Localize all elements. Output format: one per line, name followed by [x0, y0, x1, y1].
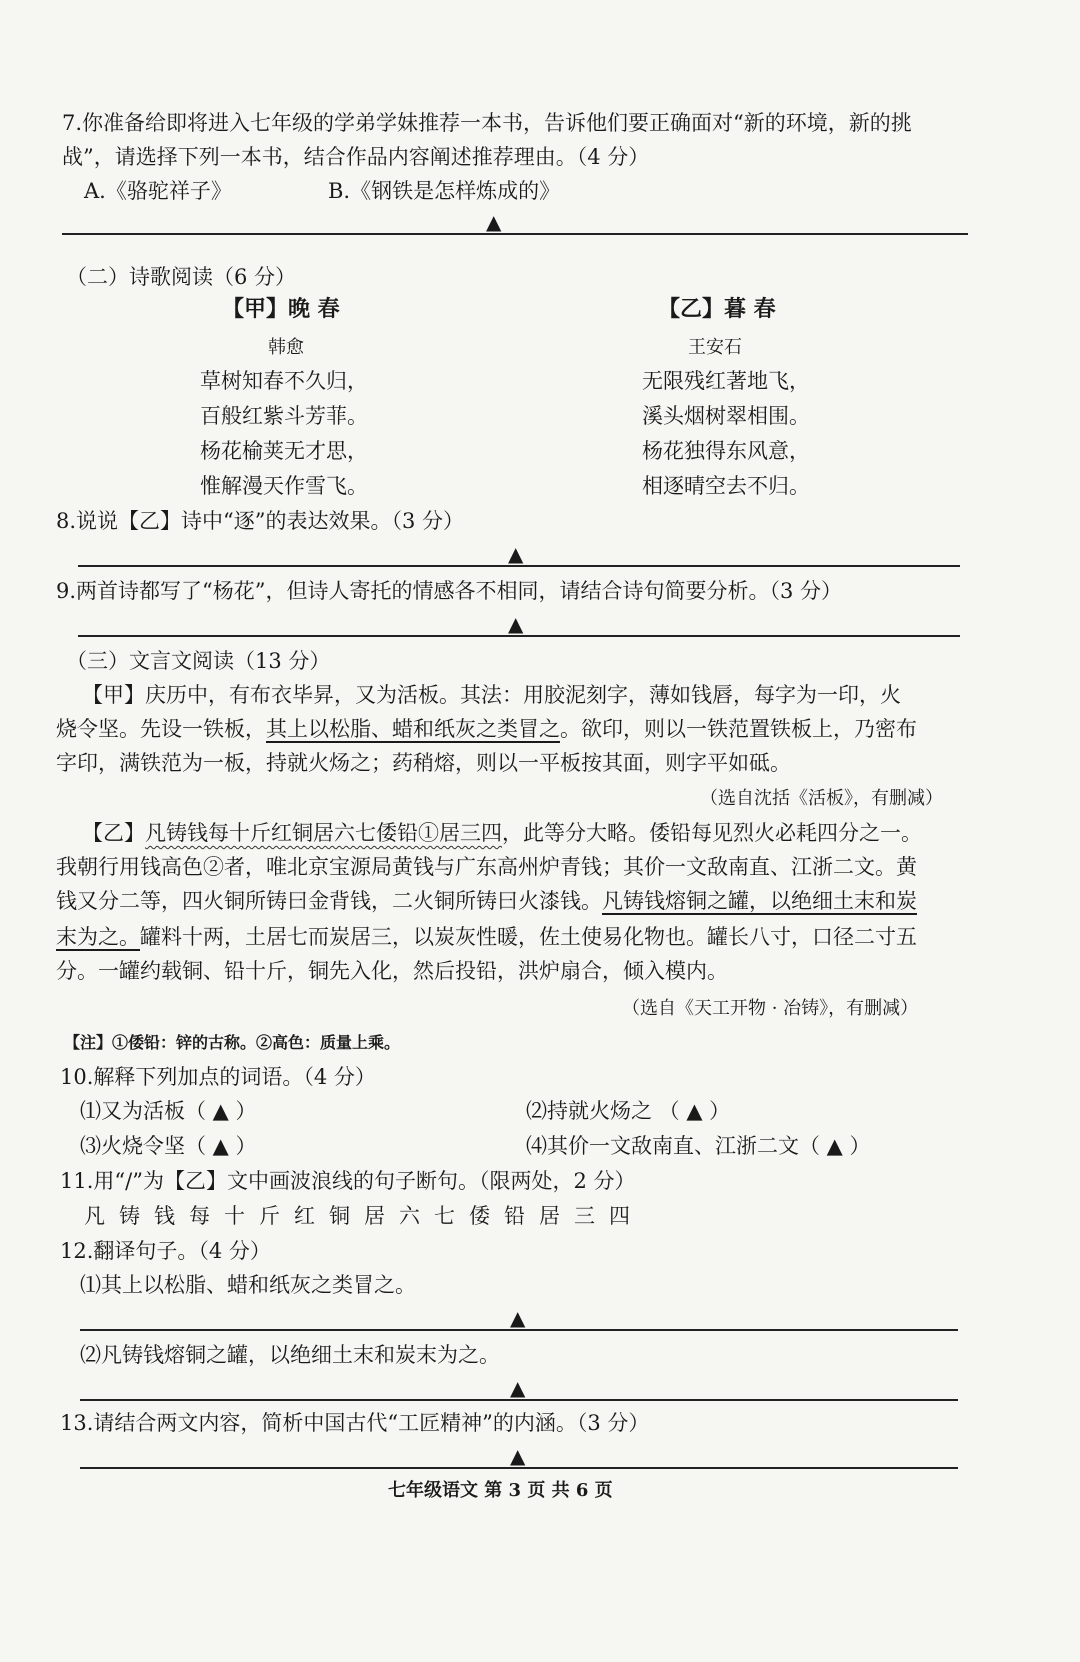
annotation-note: 【注】①倭铅：锌的古称。②高色：质量上乘。 [64, 1033, 401, 1052]
passage-b-line3: 钱又分二等，四火铜所铸曰金背钱，二火铜所铸曰火漆钱。凡铸钱熔铜之罐，以绝细土末和炭 [56, 889, 917, 913]
wavy-sentence: 凡铸钱每十斤红铜居六七倭铅①居三四 [145, 821, 502, 845]
poem-b-title: 【乙】暮 春 [658, 296, 776, 322]
passage-a-line3: 字印，满铁范为一板，持就火炀之；药稍熔，则以一平板按其面，则字平如砥。 [56, 751, 791, 775]
underlined-sentence: 末为之。 [56, 925, 140, 949]
poem-b-line: 无限残红著地飞， [642, 369, 810, 393]
answer-marker: ▲ [510, 1306, 526, 1330]
q12-stem: 12.翻译句子。（4 分） [60, 1239, 271, 1263]
q7-option-a: A.《骆驼祥子》 [84, 179, 232, 203]
passage-b-source: （选自《天工开物 · 冶铸》，有删减） [622, 998, 919, 1019]
passage-b-line5: 分。一罐约载铜、铅十斤，铜先入化，然后投铅，洪炉扇合，倾入模内。 [56, 959, 728, 983]
poem-a-line: 百般红紫斗芳菲。 [200, 404, 368, 428]
q9-stem: 9.两首诗都写了“杨花”，但诗人寄托的情感各不相同，请结合诗句简要分析。（3 分） [56, 579, 843, 603]
answer-line [78, 565, 960, 567]
answer-line [80, 1329, 958, 1331]
poem-b-line: 相逐晴空去不归。 [642, 474, 810, 498]
q7-line1: 7.你准备给即将进入七年级的学弟学妹推荐一本书，告诉他们要正确面对“新的环境，新的挑 [62, 111, 912, 135]
answer-line [78, 635, 960, 637]
poem-a-line: 草树知春不久归， [200, 369, 368, 393]
q13-stem: 13.请结合两文内容，简析中国古代“工匠精神”的内涵。（3 分） [60, 1411, 650, 1435]
q11-stem: 11.用“/”为【乙】文中画波浪线的句子断句。（限两处，2 分） [60, 1169, 636, 1193]
answer-line [62, 233, 968, 235]
q7-option-b: B.《钢铁是怎样炼成的》 [328, 179, 561, 203]
answer-line [80, 1467, 958, 1469]
q11-sentence: 凡铸钱每十斤红铜居六七倭铅居三四 [84, 1204, 644, 1228]
underlined-sentence: 其上以松脂、蜡和纸灰之类冒之 [266, 717, 560, 741]
passage-a-line1: 【甲】庆历中，有布衣毕昇，又为活板。其法：用胶泥刻字，薄如钱唇，每字为一印，火 [82, 683, 901, 707]
answer-marker: ▲ [486, 210, 502, 234]
page-footer: 七年级语文 第 3 页 共 6 页 [388, 1480, 613, 1501]
q10-item4: ⑷其价一文敌南直、江浙二文（ ▲ ） [526, 1134, 871, 1158]
poem-a-title: 【甲】晚 春 [222, 296, 340, 322]
poetry-heading: （二）诗歌阅读（6 分） [66, 265, 297, 289]
answer-marker: ▲ [510, 1444, 526, 1468]
underlined-sentence: 凡铸钱熔铜之罐，以绝细土末和炭 [602, 889, 917, 913]
poem-b-line: 溪头烟树翠相围。 [642, 404, 810, 428]
passage-b-line1: 【乙】凡铸钱每十斤红铜居六七倭铅①居三四，此等分大略。倭铅每见烈火必耗四分之一。 [82, 821, 922, 845]
passage-b-line2: 我朝行用钱高色②者，唯北京宝源局黄钱与广东高州炉青钱；其价一文敌南直、江浙二文。黄 [56, 855, 917, 879]
poem-a-line: 杨花榆荚无才思， [200, 439, 368, 463]
poem-a-author: 韩愈 [268, 337, 304, 358]
q7-line2: 战”，请选择下列一本书，结合作品内容阐述推荐理由。（4 分） [62, 145, 650, 169]
answer-marker: ▲ [510, 1376, 526, 1400]
q10-item3: ⑶火烧令坚（ ▲ ） [80, 1134, 257, 1158]
q12-sentence1: ⑴其上以松脂、蜡和纸灰之类冒之。 [80, 1273, 416, 1297]
q12-sentence2: ⑵凡铸钱熔铜之罐，以绝细土末和炭末为之。 [80, 1343, 500, 1367]
q10-item2: ⑵持就火炀之 （ ▲ ） [526, 1099, 731, 1123]
passage-b-line4: 末为之。罐料十两，土居七而炭居三，以炭灰性暖，佐土使易化物也。罐长八寸，口径二寸五 [56, 925, 917, 949]
answer-marker: ▲ [508, 542, 524, 566]
answer-line [80, 1399, 958, 1401]
poem-b-line: 杨花独得东风意， [642, 439, 810, 463]
classical-heading: （三）文言文阅读（13 分） [66, 649, 331, 673]
passage-a-source: （选自沈括《活板》，有删减） [700, 788, 943, 809]
poem-a-line: 惟解漫天作雪飞。 [200, 474, 368, 498]
passage-a-line2: 烧令坚。先设一铁板，其上以松脂、蜡和纸灰之类冒之。欲印，则以一铁范置铁板上，乃密布 [56, 717, 917, 741]
q8-stem: 8.说说【乙】诗中“逐”的表达效果。（3 分） [56, 509, 465, 533]
q10-item1: ⑴又为活板（ ▲ ） [80, 1099, 257, 1123]
answer-marker: ▲ [508, 612, 524, 636]
q10-stem: 10.解释下列加点的词语。（4 分） [60, 1065, 376, 1089]
poem-b-author: 王安石 [688, 337, 742, 358]
